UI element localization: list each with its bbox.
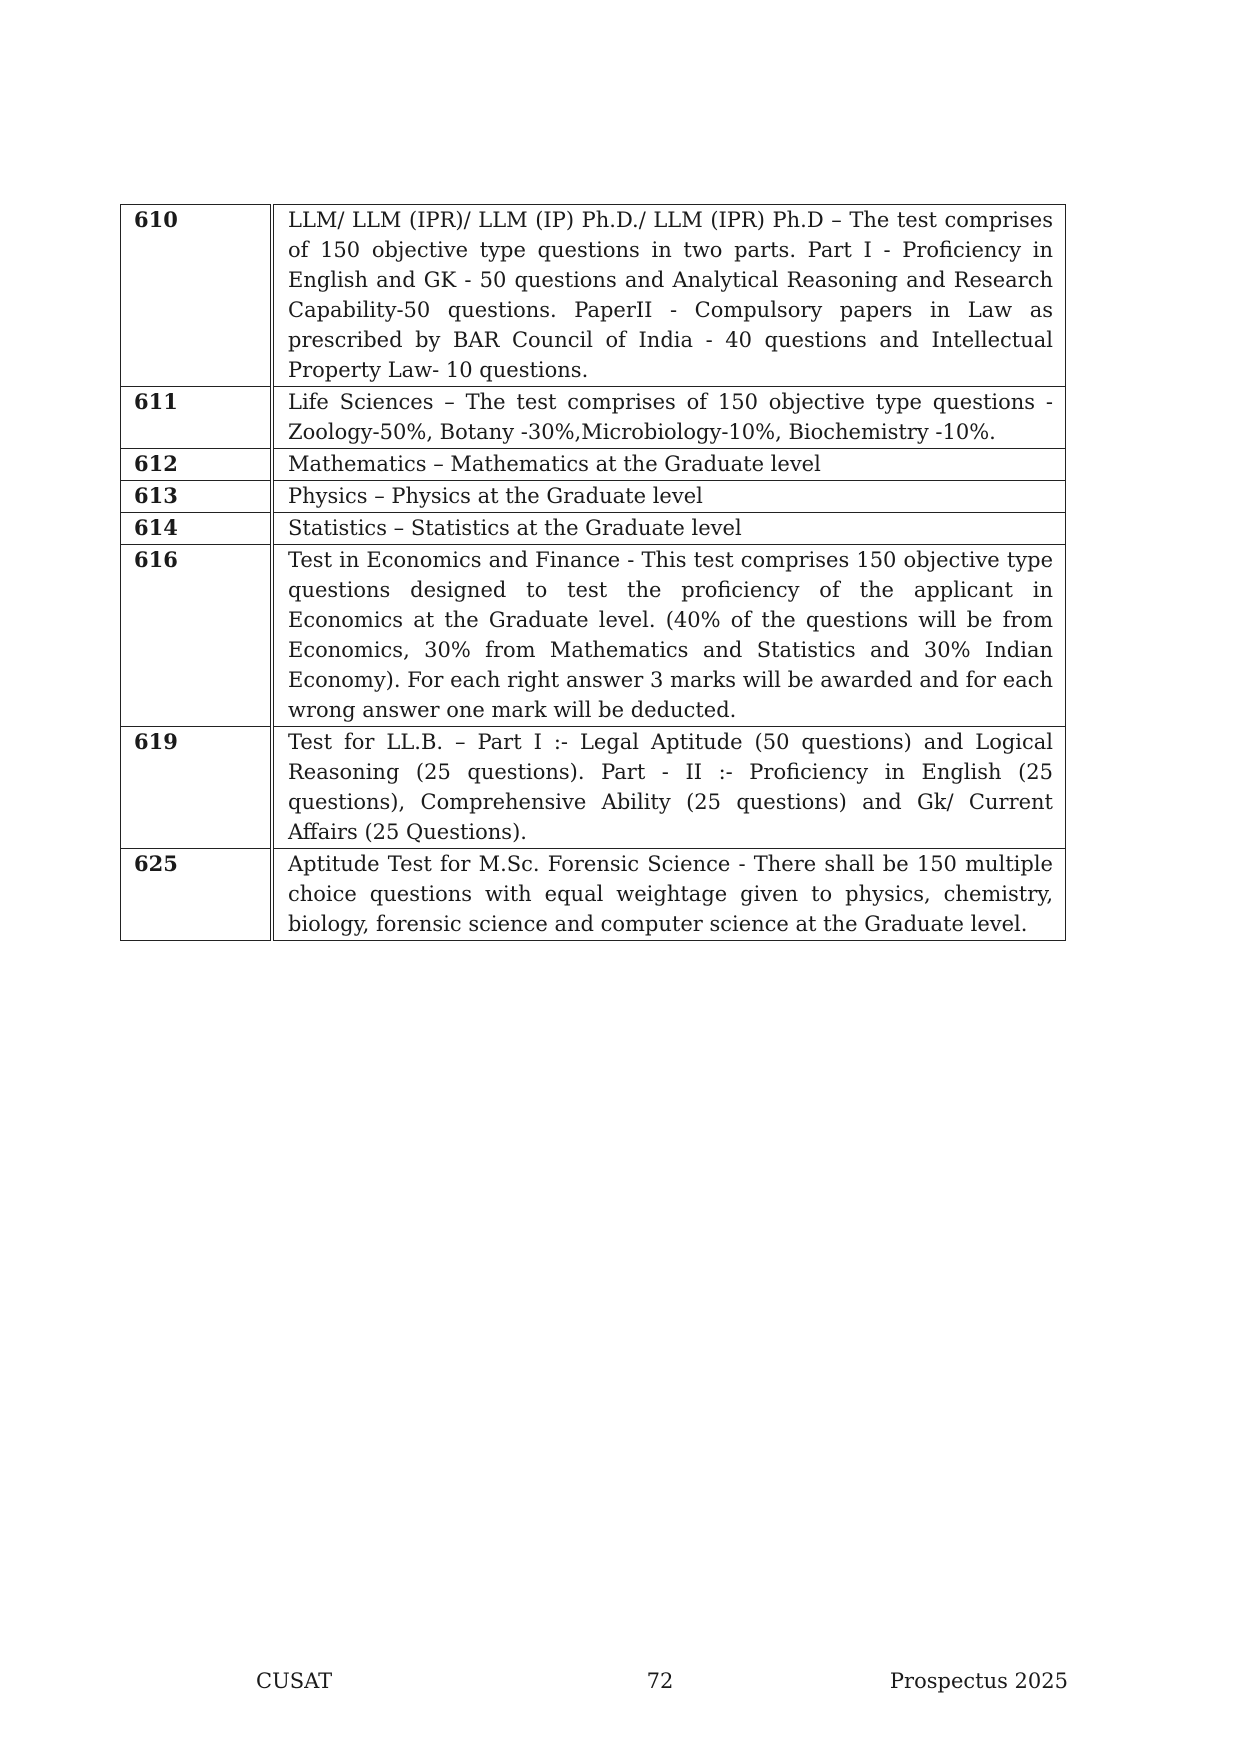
table-row bbox=[121, 387, 1066, 449]
course-code: 613 bbox=[121, 481, 273, 513]
course-description: Physics – Physics at the Graduate level bbox=[272, 481, 1066, 513]
course-description: Life Sciences – The test comprises of 150 objective type questions - Zoology-50%, Botany -30%,Microbiology-10%, Biochemistry -10%. bbox=[272, 387, 1066, 449]
table-row bbox=[121, 481, 1066, 513]
course-description: Mathematics – Mathematics at the Graduate level bbox=[272, 449, 1066, 481]
course-description: Test for LL.B. – Part I :- Legal Aptitude (50 questions) and Logical Reasoning (25 questions). Part - II :- Proficiency in English (25 questions), Comprehensive Ability (25 questions) and Gk/ Current Affairs (25 Questions). bbox=[272, 727, 1066, 849]
course-code: 614 bbox=[121, 513, 273, 545]
table-row bbox=[121, 545, 1066, 727]
course-code: 610 bbox=[121, 205, 273, 387]
course-code: 619 bbox=[121, 727, 273, 849]
footer-institution: CUSAT bbox=[256, 1669, 333, 1693]
course-description: Statistics – Statistics at the Graduate level bbox=[272, 513, 1066, 545]
course-code: 611 bbox=[121, 387, 273, 449]
course-description: Test in Economics and Finance - This test comprises 150 objective type questions designed to test the proficiency of the applicant in Economics at the Graduate level. (40% of the questions will be from Economics, 30% from Mathematics and Statistics and 30% Indian Economy). For each right answer 3 marks will be awarded and for each wrong answer one mark will be deducted. bbox=[272, 545, 1066, 727]
table-row bbox=[121, 449, 1066, 481]
course-description: LLM/ LLM (IPR)/ LLM (IP) Ph.D./ LLM (IPR) Ph.D – The test comprises of 150 objective type questions in two parts. Part I - Proficiency in English and GK - 50 questions and Analytical Reasoning and Research Capability-50 questions. PaperII - Compulsory papers in Law as prescribed by BAR Council of India - 40 questions and Intellectual Property Law- 10 questions. bbox=[272, 205, 1066, 387]
page-number: 72 bbox=[646, 1669, 674, 1693]
course-description: Aptitude Test for M.Sc. Forensic Science - There shall be 150 multiple choice questions with equal weightage given to physics, chemistry, biology, forensic science and computer science at the Graduate level. bbox=[272, 849, 1066, 941]
footer-document-title: Prospectus 2025 bbox=[889, 1669, 1068, 1693]
table-row bbox=[121, 849, 1066, 941]
table-row bbox=[121, 205, 1066, 387]
course-code: 612 bbox=[121, 449, 273, 481]
course-test-table bbox=[120, 204, 1066, 941]
table-row bbox=[121, 727, 1066, 849]
course-code: 625 bbox=[121, 849, 273, 941]
course-code: 616 bbox=[121, 545, 273, 727]
table-row bbox=[121, 513, 1066, 545]
